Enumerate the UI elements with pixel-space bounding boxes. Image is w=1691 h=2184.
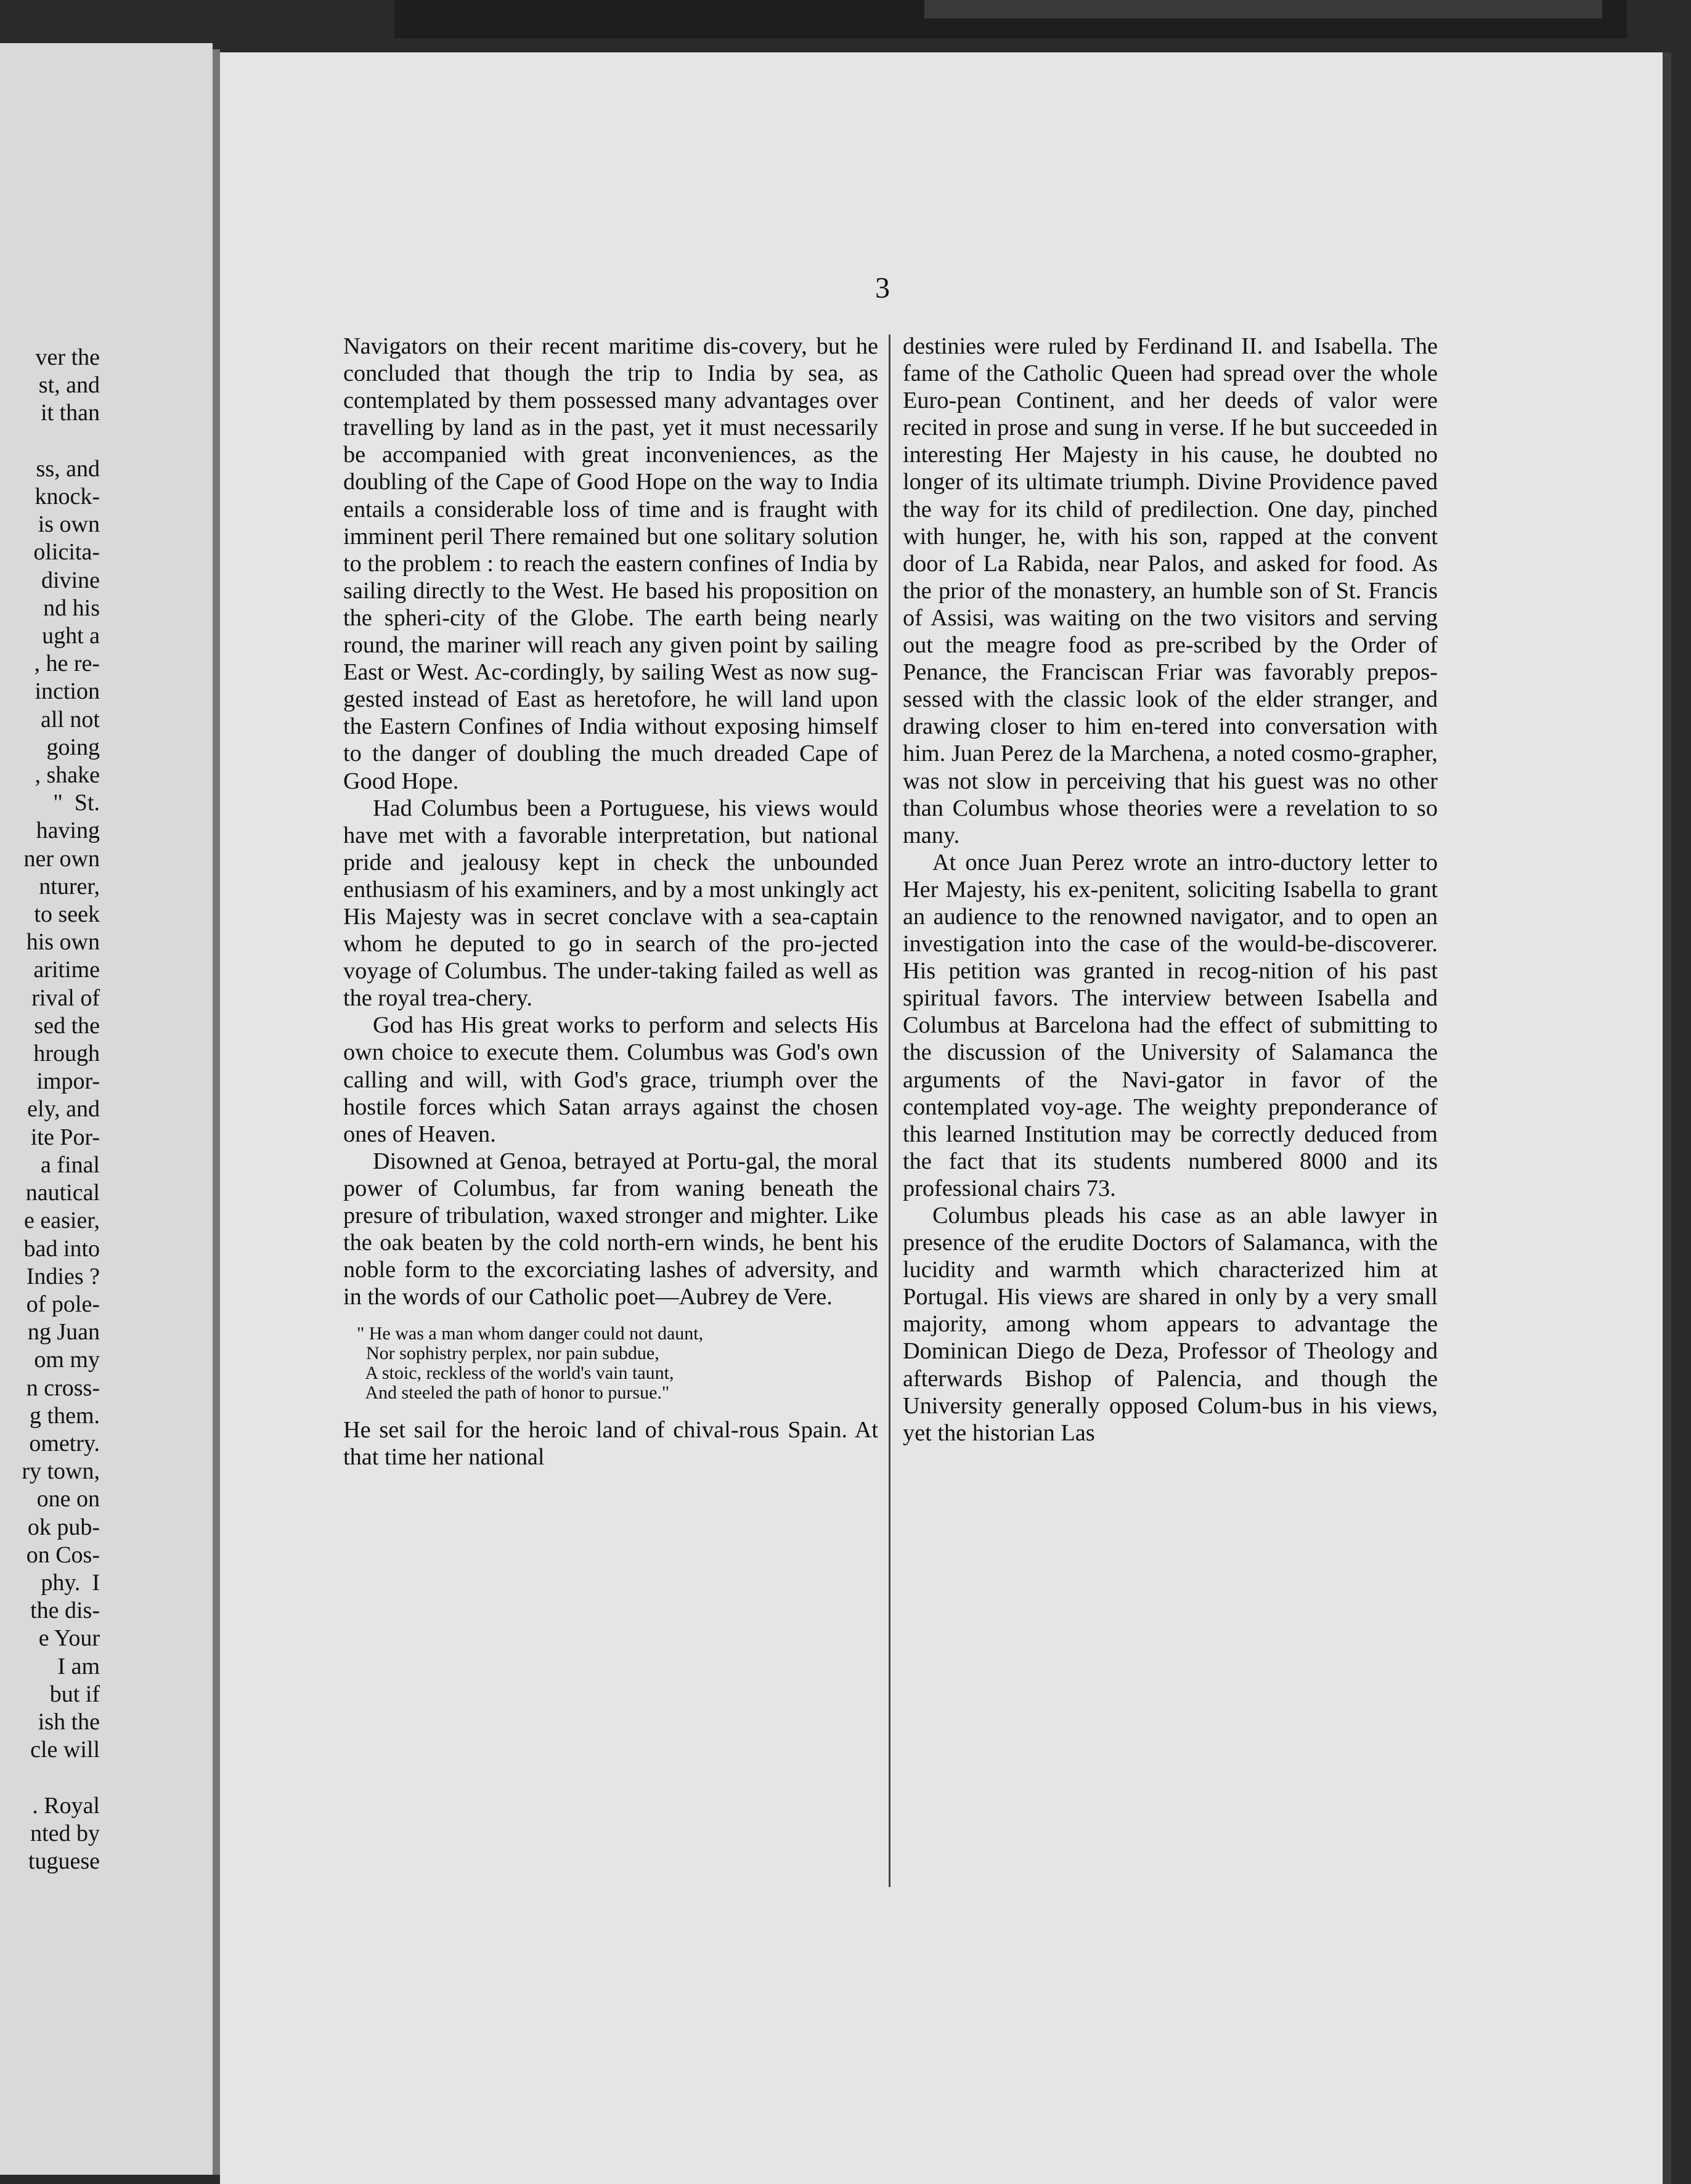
previous-page-line: having: [36, 818, 100, 844]
previous-page-line: [0, 1764, 100, 1792]
previous-page-line: ry town,: [22, 1458, 100, 1485]
previous-page-line: hrough: [33, 1041, 100, 1067]
previous-page-line: e easier,: [24, 1208, 100, 1234]
previous-page-line: ok pub-: [27, 1514, 100, 1540]
previous-page-line: of pole-: [26, 1291, 100, 1317]
previous-page-line: the dis-: [30, 1597, 100, 1624]
previous-page-line: ng Juan: [27, 1319, 100, 1346]
previous-page-line: one on: [36, 1486, 100, 1512]
column-divider: [889, 335, 890, 1887]
previous-page-line: [0, 428, 100, 455]
previous-page-line: sed the: [34, 1012, 100, 1039]
previous-page-line: nd his: [43, 595, 100, 621]
previous-page-line: rival of: [31, 984, 100, 1011]
previous-page-line: olicita-: [33, 539, 100, 566]
previous-page-line: . Royal: [32, 1792, 100, 1819]
document-page: [220, 52, 1671, 2184]
previous-page-line: g them.: [30, 1402, 100, 1429]
previous-page-line: on Cos-: [26, 1541, 100, 1568]
previous-page-line: ite Por-: [30, 1124, 100, 1150]
previous-page-line: but if: [49, 1681, 100, 1707]
previous-page-line: , he re-: [34, 651, 100, 677]
poem-quotation: " He was a man whom danger could not daunt, Nor sophistry perplex, nor pain subdue, A stoic, reckless of the world's vain taunt, And steeled the path of honor to pursue.": [357, 1323, 704, 1403]
previous-page-line: ely, and: [27, 1096, 100, 1122]
previous-page-line: going: [46, 734, 100, 760]
paragraph: Navigators on their recent maritime dis-covery, but he concluded that though the trip to India by sea, as contemplated by them possessed many advantages over travelling by land as in the past, yet it must necessarily be accompanied with great inconveniences, as the doubling of the Cape of Good Hope on the way to India entails a considerable loss of time and is fraught with imminent peril There remained but one solitary solution to the problem : to reach the eastern confines of India by sailing directly to the West. He based his proposition on the spheri-city of the Globe. The earth being nearly round, the mariner will reach any given point by sailing East or West. Ac-cordingly, by sailing West as now sug-gested instead of East as heretofore, he will land upon the Eastern Confines of India without exposing himself to the danger of doubling the much dreaded Cape of Good Hope.: [343, 333, 878, 794]
left-text-column: [343, 333, 878, 1471]
previous-page-line: n cross-: [26, 1374, 100, 1401]
previous-page-line: it than: [40, 400, 100, 426]
previous-page-line: " St.: [53, 790, 100, 816]
previous-page-line: I am: [57, 1653, 100, 1679]
right-text-column: [903, 333, 1438, 1447]
page-gutter: [213, 49, 220, 2175]
previous-page-strip: [0, 43, 213, 2175]
previous-page-line: impor-: [36, 1068, 100, 1095]
previous-page-line: ss, and: [36, 455, 100, 482]
previous-page-line: a final: [40, 1151, 100, 1178]
previous-page-line: aritime: [33, 957, 100, 983]
previous-page-line: nturer,: [39, 873, 100, 899]
previous-page-line: bad into: [23, 1235, 100, 1262]
previous-page-line: ner own: [23, 845, 100, 872]
previous-page-line: e Your: [38, 1625, 100, 1652]
previous-page-line: knock-: [35, 484, 100, 510]
previous-page-line: ught a: [42, 623, 100, 649]
paragraph: destinies were ruled by Ferdinand II. and Isabella. The fame of the Catholic Queen had spread over the whole Euro-pean Continent, and her deeds of valor were recited in prose and sung in verse. If he but succeeded in interesting Her Majesty in his cause, he doubted no longer of its ultimate triumph. Divine Providence paved the way for its child of predilection. One day, pinched with hunger, he, with his son, rapped at the convent door of La Rabida, near Palos, and asked for food. As the prior of the monastery, an humble son of St. Francis of Assisi, was waiting on the two visitors and serving out the meagre food as pre-scribed by the Order of Penance, the Franciscan Friar was favorably prepos-sessed with the classic look of the elder stranger, and drawing closer to him en-tered into conversation with him. Juan Perez de la Marchena, a noted cosmo-grapher, was not slow in perceiving that his guest was no other than Columbus whose theories were a revelation to so many.: [903, 333, 1438, 848]
paragraph: Disowned at Genoa, betrayed at Portu-gal, the moral power of Columbus, far from waning beneath the presure of tribulation, waxed stronger and mighter. Like the oak beaten by the cold north-ern winds, he bent his noble form to the excorciating lashes of adversity, and in the words of our Catholic poet—Aubrey de Vere.: [343, 1148, 878, 1310]
previous-page-line: st, and: [38, 372, 100, 399]
previous-page-line: Indies ?: [26, 1263, 100, 1289]
previous-page-line: cle will: [30, 1737, 100, 1763]
previous-page-line: all not: [40, 706, 100, 733]
previous-page-line: , shake: [35, 762, 100, 789]
previous-page-line: is own: [38, 511, 100, 538]
previous-page-line: phy. I: [41, 1569, 100, 1596]
paragraph: Had Columbus been a Portuguese, his views would have met with a favorable interpretation, but national pride and jealousy kept in check the unbounded enthusiasm of his examiners, and by a most unkingly act His Majesty was in secret conclave with a sea-captain whom he deputed to go in search of the pro-jected voyage of Columbus. The under-taking failed as well as the royal trea-chery.: [343, 795, 878, 1012]
paragraph: He set sail for the heroic land of chival-rous Spain. At that time her national: [343, 1417, 878, 1471]
previous-page-line: divine: [41, 567, 100, 593]
previous-page-line: ish the: [38, 1708, 100, 1735]
page-number: 3: [875, 272, 890, 304]
previous-page-line: nautical: [25, 1180, 100, 1206]
scan-top-shadow-light: [924, 0, 1602, 18]
paragraph: Columbus pleads his case as an able lawyer in presence of the erudite Doctors of Salamanca, with the lucidity and warmth which characterized him at Portugal. His views are shared in only by a very small majority, among whom appears to advantage the Dominican Diego de Deza, Professor of Theology and afterwards Bishop of Palencia, and though the University generally opposed Colum-bus in his views, yet the historian Las: [903, 1203, 1438, 1446]
previous-page-line: nted by: [30, 1820, 100, 1846]
previous-page-line: to seek: [34, 901, 100, 928]
previous-page-line: his own: [26, 929, 100, 956]
paragraph: At once Juan Perez wrote an intro-ductory letter to Her Majesty, his ex-penitent, soliciting Isabella to grant an audience to the renowned navigator, and to open an investigation into the case of the would-be-discoverer. His petition was granted in recog-nition of his past spiritual favors. The interview between Isabella and Columbus at Barcelona had the effect of submitting to the discussion of the University of Salamanca the arguments of the Navi-gator in favor of the contemplated voy-age. The weighty preponderance of this learned Institution may be correctly deduced from the fact that its students numbered 8000 and its professional chairs 73.: [903, 849, 1438, 1201]
paragraph: God has His great works to perform and selects His own choice to execute them. Columbus was God's own calling and will, with God's grace, triumph over the hostile forces which Satan arrays against the chosen ones of Heaven.: [343, 1012, 878, 1147]
previous-page-line: tuguese: [28, 1848, 100, 1874]
previous-page-line: om my: [34, 1347, 100, 1373]
page-edge-shadow: [1663, 52, 1671, 2184]
previous-page-text-fragments: [0, 344, 100, 1875]
previous-page-line: ometry.: [29, 1430, 100, 1456]
previous-page-line: inction: [35, 678, 100, 705]
previous-page-line: ver the: [35, 344, 100, 370]
